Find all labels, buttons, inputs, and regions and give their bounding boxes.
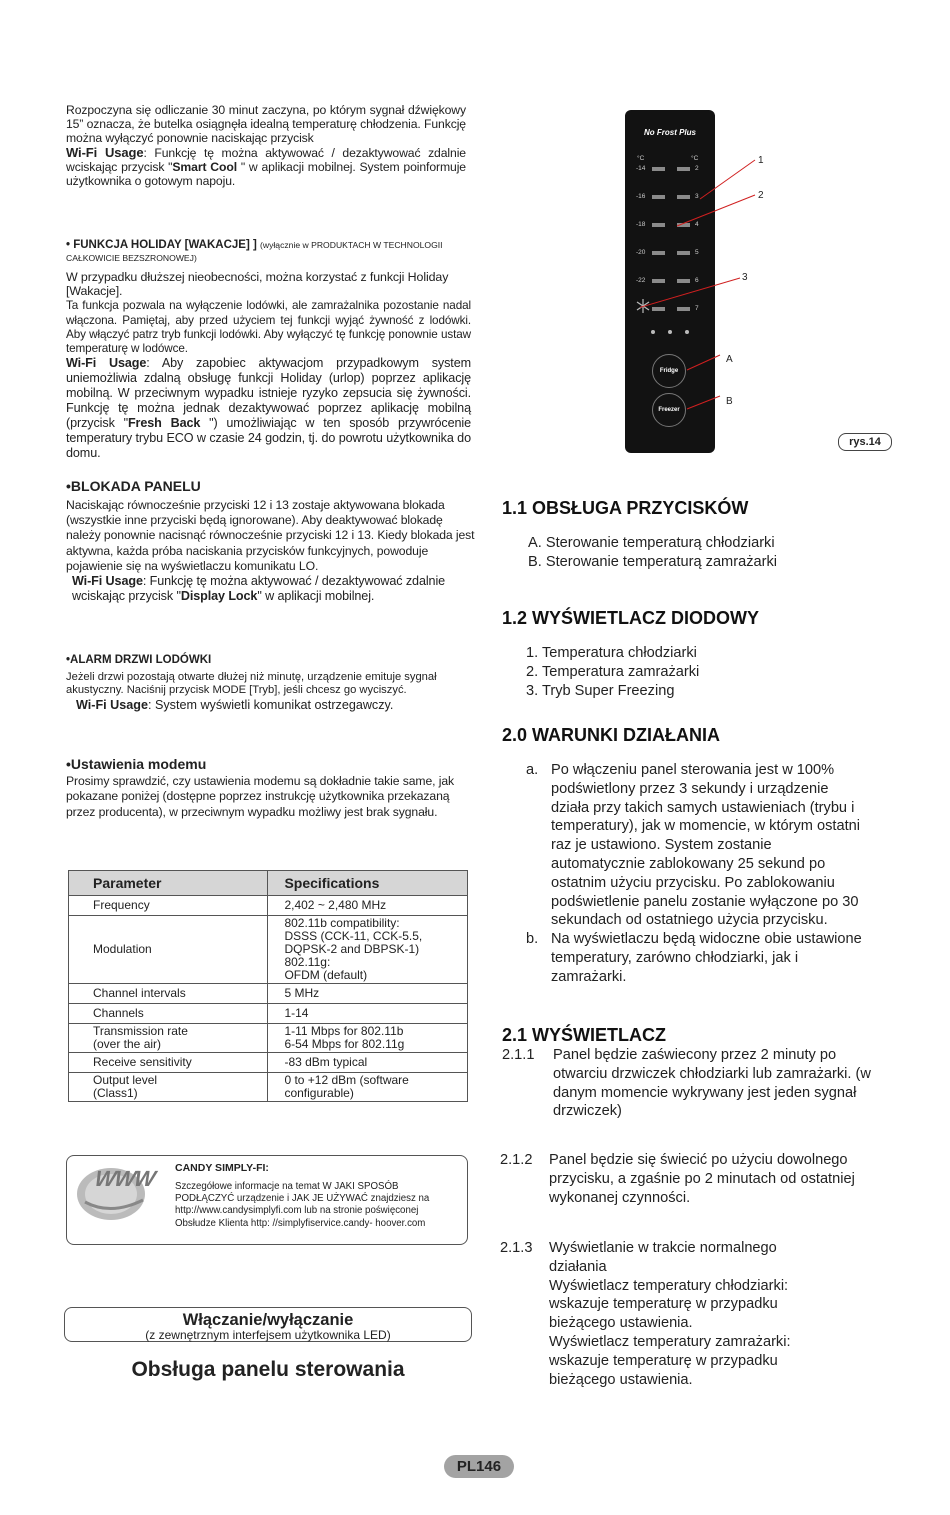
holiday-p1: W przypadku dłuższej nieobecności, można korzystać z funkcji Holiday [Wakacje]. xyxy=(66,270,449,299)
holiday-p2: Ta funkcja pozwala na wyłączenie lodówki, ale zamrażalnika pozostanie nadal włączona. Pamiętaj, aby przed użyciem tej funkcji wyjąć żywność z lodówki. Aby włączyć patrz tryb funkcji lodówki. Aby wyłączyć tę funkcję ponownie ustaw temperaturę w lodówce. xyxy=(66,299,471,356)
table-header: Specifications xyxy=(268,871,468,896)
list-item: 1. Temperatura chłodziarki xyxy=(526,645,697,661)
spec-line: 1-11 Mbps for 802.11b xyxy=(284,1024,404,1038)
onoff-box xyxy=(64,1307,472,1342)
modem-p1: Prosimy sprawdzić, czy ustawienia modemu są dokładnie takie same, jak pokazane poniżej (dostępne poprzez instrukcję użytkownika przekazaną przez producenta), w przeciwnym wypadku możliwy jest brak sygnału. xyxy=(66,774,455,819)
simplyfi-line: Szczegółowe informacje na temat W JAKI SPOSÓB xyxy=(175,1181,399,1192)
simplyfi-title: CANDY SIMPLY-FI: xyxy=(175,1162,269,1174)
table-row xyxy=(69,1004,468,1024)
spec-line: DSSS (CCK-11, CCK-5.5, xyxy=(284,929,423,943)
simplyfi-line: Obsłudze Klienta http: //simplyfiservice.candy- hoover.com xyxy=(175,1217,426,1229)
intro-text: Rozpoczyna się odliczanie 30 minut zaczyna, po którym sygnał dźwiękowy 15” oznacza, że butelka osiągnęła idealną temperaturę chłodzenia. Funkcję można wyłączyć ponownie naciskając przycisk xyxy=(66,103,466,146)
spec-table xyxy=(68,870,468,1102)
unit-right: °C xyxy=(691,155,699,162)
alarm-wifi-label: Wi-Fi Usage xyxy=(76,697,148,712)
table-cell-spec xyxy=(268,1024,468,1053)
callout-line xyxy=(640,278,740,308)
table-cell-spec xyxy=(268,916,468,984)
unit-left: °C xyxy=(637,155,645,162)
onoff-subtitle: (z zewnętrznym interfejsem użytkownika LED) xyxy=(145,1328,391,1342)
callout-lines xyxy=(640,150,770,420)
figure-caption: rys.14 xyxy=(838,433,892,451)
callout-line xyxy=(700,160,755,199)
item-text: Wyświetlanie w trakcie normalnego działania xyxy=(549,1240,777,1275)
table-cell-param: Channels xyxy=(69,1004,268,1024)
lock-wifi-label: Wi-Fi Usage xyxy=(72,574,143,589)
intro-wifi-label: Wi-Fi Usage xyxy=(66,144,144,160)
table-cell-param: Modulation xyxy=(69,916,268,984)
alarm-section xyxy=(66,654,476,712)
freezer-button[interactable]: Freezer xyxy=(652,393,686,427)
simplyfi-line: http://www.candysimplyfi.com lub na stronie poświęconej xyxy=(175,1205,419,1217)
holiday-title: • FUNKCJA HOLIDAY [WAKACJE] ] xyxy=(66,239,257,251)
spec-line: DQPSK-2 and DBPSK-1) xyxy=(284,942,420,956)
spec-line: OFDM (default) xyxy=(284,968,368,982)
temp-label-fridge: 4 xyxy=(695,221,699,228)
table-row xyxy=(69,1024,468,1053)
table-cell-param: Receive sensitivity xyxy=(69,1053,268,1073)
table-cell-spec xyxy=(268,1053,468,1073)
lock-wifi-text-end: " w aplikacji mobilnej. xyxy=(257,589,375,604)
table-cell-spec xyxy=(268,1073,468,1102)
simplyfi-line: PODŁĄCZYĆ urządzenie i JAK JE UŻYWAĆ znajdziesz na xyxy=(175,1193,430,1205)
callout-label: 1 xyxy=(758,155,764,166)
panel-title: Obsługa panelu sterowania xyxy=(131,1358,405,1381)
table-cell-spec xyxy=(268,896,468,916)
item-text: Panel będzie zaświecony przez 2 minuty po otwarciu drzwiczek chłodziarki lub zamrażarki. (w danym momencie wykrywany jest jeden sygnał drzwiczek) xyxy=(553,1047,871,1120)
spec-line: 0 to +12 dBm (software xyxy=(284,1073,409,1087)
table-header: Parameter xyxy=(69,871,268,896)
table-cell-spec xyxy=(268,984,468,1004)
spec-line: 6-54 Mbps for 802.11g xyxy=(284,1037,405,1051)
intro-wifi-text-end: " w aplikacji mobilnej. System poinformuje użytkownika o gotowym napoju. xyxy=(66,159,466,189)
holiday-wifi-label: Wi-Fi Usage xyxy=(66,356,147,371)
temp-label-freezer: -14 xyxy=(636,165,646,172)
table-cell-param: Output level (Class1) xyxy=(69,1073,268,1102)
spec-line: 2,402 ~ 2,480 MHz xyxy=(284,898,387,912)
holiday-title-note: (wyłącznie w PRODUKTACH W TECHNOLOGII CAŁKOWICIE BEZSZRONOWEJ) xyxy=(66,240,443,263)
list-marker: b. xyxy=(526,931,539,948)
item-text: wskazuje temperaturę w przypadku bieżącego ustawienia. xyxy=(549,1296,778,1332)
list-marker: a. xyxy=(526,762,539,778)
section-title-1-2: 1.2 WYŚWIETLACZ DIODOWY xyxy=(502,608,760,628)
holiday-wifi-bold: Fresh Back xyxy=(127,416,201,431)
temp-label-freezer: -18 xyxy=(636,221,646,228)
temp-label-fridge: 2 xyxy=(695,165,699,172)
list-item: 3. Tryb Super Freezing xyxy=(526,682,675,699)
temp-label-freezer: -22 xyxy=(636,277,646,284)
callout-label: 3 xyxy=(742,272,748,283)
table-cell-param: Channel intervals xyxy=(69,984,268,1004)
temp-label-freezer: -16 xyxy=(636,193,646,200)
spec-line: configurable) xyxy=(284,1086,354,1100)
item-text: wskazuje temperaturę w przypadku bieżącego ustawienia. xyxy=(549,1352,778,1388)
spec-line: 5 MHz xyxy=(284,986,320,1000)
spec-line: 1-14 xyxy=(284,1006,309,1020)
list-item: Na wyświetlaczu będą widoczne obie ustawione temperatury, zarówno chłodziarki, jak i zamrażarki. xyxy=(551,931,862,985)
item-2-1-1 xyxy=(502,1046,872,1121)
item-2-1-2 xyxy=(500,1151,860,1207)
item-number: 2.1.1 xyxy=(502,1047,535,1063)
temp-label-fridge: 3 xyxy=(695,193,699,200)
list-item: 2. Temperatura zamrażarki xyxy=(526,663,700,680)
spec-line: 802.11b compatibility: xyxy=(284,916,400,930)
list-1-1 xyxy=(528,534,777,572)
lock-p1: Naciskając równocześnie przyciski 12 i 13 zostaje aktywowana blokada (wszystkie inne przyciski będą ignorowane). Aby deaktywować blokadę należy ponownie nacisnąć równocześnie przyciski 12 i 13. Kiedy blokada jest aktywna, każda próba naciskania przycisków funkcyjnych, powoduje pojawienie się na wyświetlaczu komunikatu LO. xyxy=(66,498,475,573)
lock-title: •BLOKADA PANELU xyxy=(66,478,201,494)
temp-label-fridge: 5 xyxy=(695,249,699,256)
www-logo-text: WWW xyxy=(92,1166,157,1191)
table-row xyxy=(69,984,468,1004)
holiday-wifi-text-end: ") umożliwiając w ten sposób przywrócenie temperatury trybu ECO w czasie 24 godzin, tj. do powrotu użytkownika do domu. xyxy=(66,416,472,461)
modem-section xyxy=(66,756,471,820)
item-number: 2.1.2 xyxy=(500,1152,533,1168)
temp-label-fridge: 7 xyxy=(695,305,699,312)
section-title-2-1: 2.1 WYŚWIETLACZ xyxy=(502,1025,667,1045)
alarm-wifi-text: : System wyświetli komunikat ostrzegawczy. xyxy=(147,697,394,712)
lock-section xyxy=(66,478,476,604)
list-2-0 xyxy=(526,761,866,987)
callout-line xyxy=(687,355,720,370)
brand-label: No Frost Plus xyxy=(643,128,696,137)
intro-wifi-text: : Funkcję tę można aktywować / dezaktywować zdalnie wciskając przycisk " xyxy=(66,145,466,174)
modem-title: •Ustawienia modemu xyxy=(66,756,207,772)
item-2-1-3 xyxy=(500,1239,820,1389)
temp-label-fridge: 6 xyxy=(695,277,699,284)
lock-wifi-bold: Display Lock xyxy=(180,589,258,604)
callout-label: 2 xyxy=(758,190,764,201)
holiday-wifi-text: : Aby zapobiec aktywacjom przypadkowym system uniemożliwia zdalną obsługę funkcji Holiday (urlop) poprzez aplikację mobilną. W przeciwnym wypadku istnieje ryzyko zepsucia się żywności. Funkcję tę można jednak dezaktywować poprzez aplikację mobilną (przycisk " xyxy=(66,356,472,431)
table-cell-spec xyxy=(268,1004,468,1024)
section-title-2-0: 2.0 WARUNKI DZIAŁANIA xyxy=(502,725,721,745)
intro-section xyxy=(66,103,466,188)
item-number: 2.1.3 xyxy=(500,1240,533,1256)
www-logo xyxy=(71,1164,167,1222)
holiday-section xyxy=(66,239,471,461)
callout-label: A xyxy=(726,354,733,365)
table-row xyxy=(69,1053,468,1073)
table-cell-param: Frequency xyxy=(69,896,268,916)
fridge-button[interactable]: Fridge xyxy=(652,354,686,388)
list-item: B. Sterowanie temperaturą zamrażarki xyxy=(528,553,778,570)
list-item: A. Sterowanie temperaturą chłodziarki xyxy=(528,535,775,551)
callout-line xyxy=(687,396,720,409)
section-title-1-1: 1.1 OBSŁUGA PRZYCISKÓW xyxy=(502,498,749,518)
alarm-p1: Jeżeli drzwi pozostają otwarte dłużej niż minutę, urządzenie emituje sygnał akustyczny. Naciśnij przycisk MODE [Tryb], jeśli chcesz go wyciszyć. xyxy=(66,671,437,697)
onoff-title: Włączanie/wyłączanie xyxy=(182,1311,354,1329)
table-row xyxy=(69,916,468,984)
table-cell-param: Transmission rate (over the air) xyxy=(69,1024,268,1053)
table-header-row xyxy=(69,871,468,896)
alarm-title: •ALARM DRZWI LODÓWKI xyxy=(66,654,212,666)
simplyfi-box xyxy=(66,1155,468,1245)
list-1-2 xyxy=(526,644,699,700)
spec-line: -83 dBm typical xyxy=(284,1055,368,1069)
lock-wifi-text: : Funkcję tę można aktywować / dezaktywować zdalnie wciskając przycisk " xyxy=(72,574,446,604)
item-text: Wyświetlacz temperatury zamrażarki: xyxy=(549,1333,791,1350)
table-row xyxy=(69,1073,468,1102)
temp-label-freezer: -20 xyxy=(636,249,646,256)
page-number: PL146 xyxy=(444,1455,514,1478)
list-item: Po włączeniu panel sterowania jest w 100% podświetlony przez 3 sekundy i urządzenie działa przy takich samych ustawieniach (trybu i temperatury), jak w momencie, w którym ostatni raz je ustawiono. System zostanie automatycznie zablokowany 25 sekund po ostatnim użyciu przycisku. Po zablokowaniu podświetlenie panelu zostanie wyłączone po 30 sekundach od ostatniego użycia przycisku. xyxy=(551,762,860,929)
spec-line: 802.11g: xyxy=(284,955,331,969)
intro-wifi-bold: Smart Cool xyxy=(172,159,237,174)
item-text: Wyświetlacz temperatury chłodziarki: xyxy=(549,1277,789,1294)
table-row xyxy=(69,896,468,916)
callout-line xyxy=(677,195,755,226)
callout-label: B xyxy=(726,396,733,407)
item-text: Panel będzie się świecić po użyciu dowolnego przycisku, a zgaśnie po 2 minutach od ostatniej wykonanej czynności. xyxy=(549,1152,855,1206)
